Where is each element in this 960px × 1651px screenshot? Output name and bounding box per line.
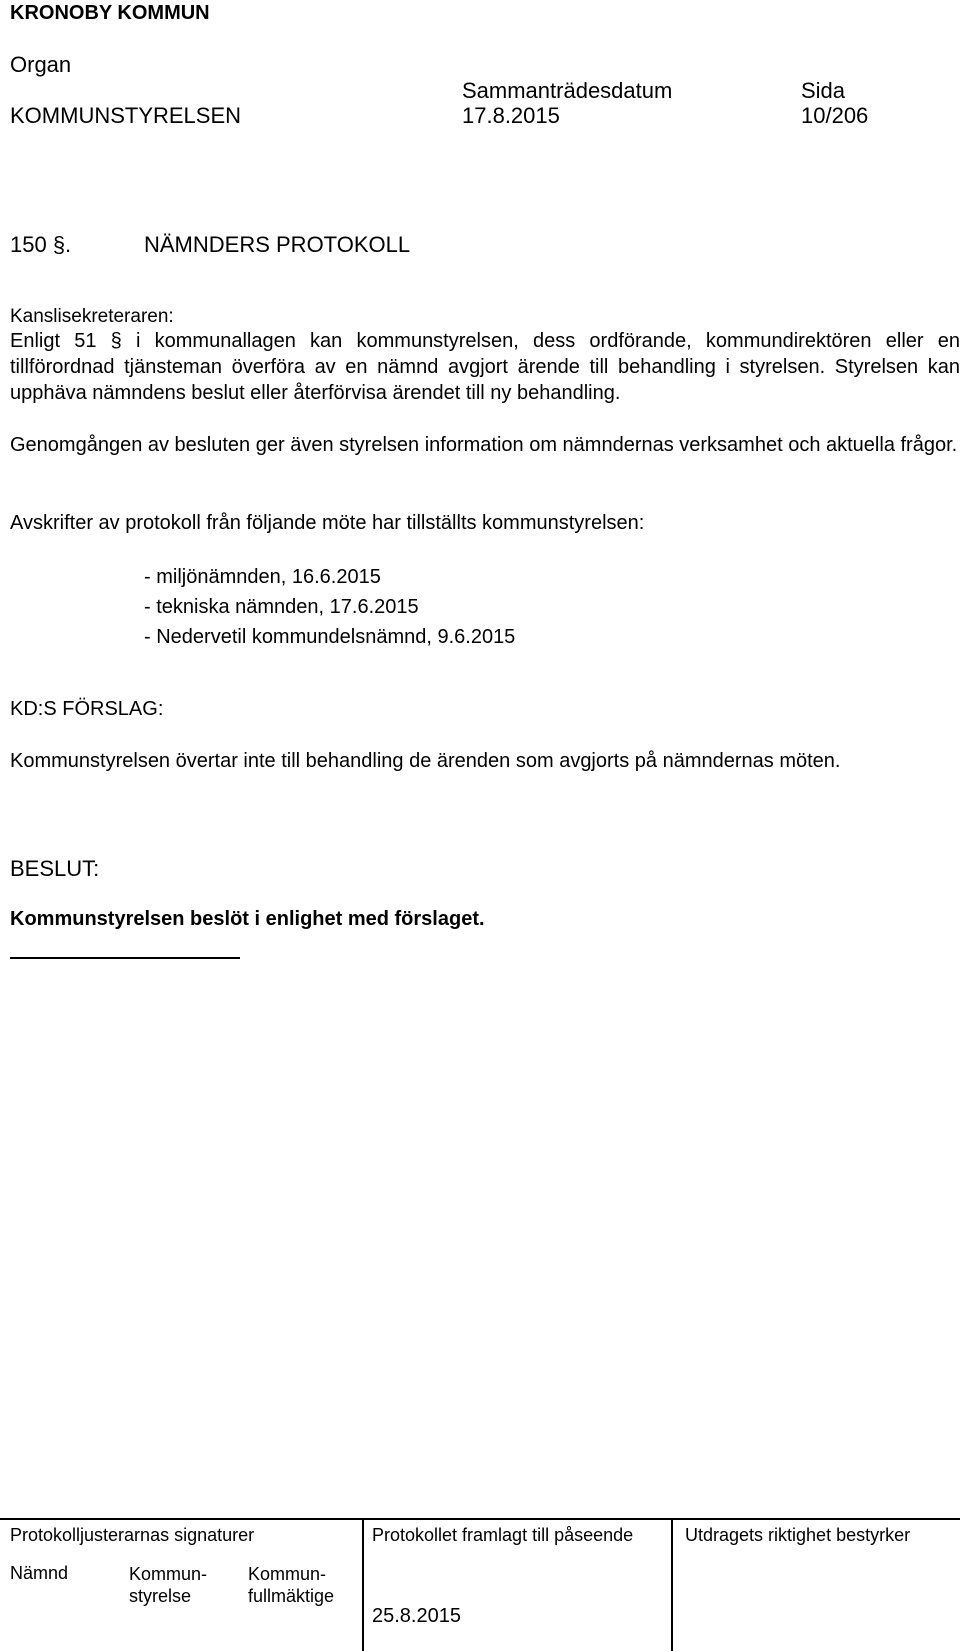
footer-divider <box>671 1518 673 1651</box>
meeting-date-label: Sammanträdesdatum <box>462 78 673 103</box>
organ-value: KOMMUNSTYRELSEN <box>10 103 242 128</box>
signatures-label: Protokolljusterarnas signaturer <box>10 1525 255 1545</box>
minutes-list <box>144 562 515 652</box>
page-number: 10/206 <box>801 103 869 128</box>
footer-divider <box>362 1518 364 1651</box>
list-item: - tekniska nämnden, 17.6.2015 <box>144 596 419 618</box>
decision-text: Kommunstyrelsen beslöt i enlighet med förslaget. <box>10 908 485 930</box>
decision-heading: BESLUT: <box>10 856 100 881</box>
meeting-date-value: 17.8.2015 <box>462 103 560 128</box>
list-item: - Nedervetil kommundelsnämnd, 9.6.2015 <box>144 626 516 648</box>
presented-date: 25.8.2015 <box>372 1605 461 1627</box>
signature-nämnd: Nämnd <box>10 1563 69 1583</box>
section-title: NÄMNDERS PROTOKOLL <box>144 232 411 257</box>
certified-label: Utdragets riktighet bestyrker <box>685 1525 911 1545</box>
proposal-heading: KD:S FÖRSLAG: <box>10 698 164 720</box>
municipality-name: KRONOBY KOMMUN <box>10 2 210 24</box>
presented-label: Protokollet framlagt till påseende <box>372 1525 634 1545</box>
proposal-text: Kommunstyrelsen övertar inte till behandling de ärenden som avgjorts på nämndernas möten. <box>10 750 841 772</box>
page-label: Sida <box>801 78 846 103</box>
organ-label: Organ <box>10 52 72 77</box>
paragraph-intro: Enligt 51 § i kommunallagen kan kommunstyrelsen, dess ordförande, kommundirektören eller en tillförordnad tjänsteman överföra av en nämnd avgjort ärende till behandling i styrelsen. Styrelsen kan upphäva nämndens beslut eller återförvisa ärendet till ny behandling. <box>10 330 960 404</box>
paragraph-minutes: Avskrifter av protokoll från följande möte har tillställts kommunstyrelsen: <box>10 512 645 534</box>
paragraph-review: Genomgången av besluten ger även styrelsen information om nämndernas verksamhet och aktuella frågor. <box>10 434 958 456</box>
signature-kommunstyrelse: Kommun- styrelse <box>129 1564 208 1606</box>
list-item: - miljönämnden, 16.6.2015 <box>144 566 381 588</box>
signature-kommunfullmaktige: Kommun- fullmäktige <box>248 1564 335 1606</box>
speaker-label: Kanslisekreteraren: <box>10 306 174 327</box>
end-rule <box>10 957 240 959</box>
section-number: 150 §. <box>10 232 72 257</box>
footer-rule <box>0 1518 960 1520</box>
